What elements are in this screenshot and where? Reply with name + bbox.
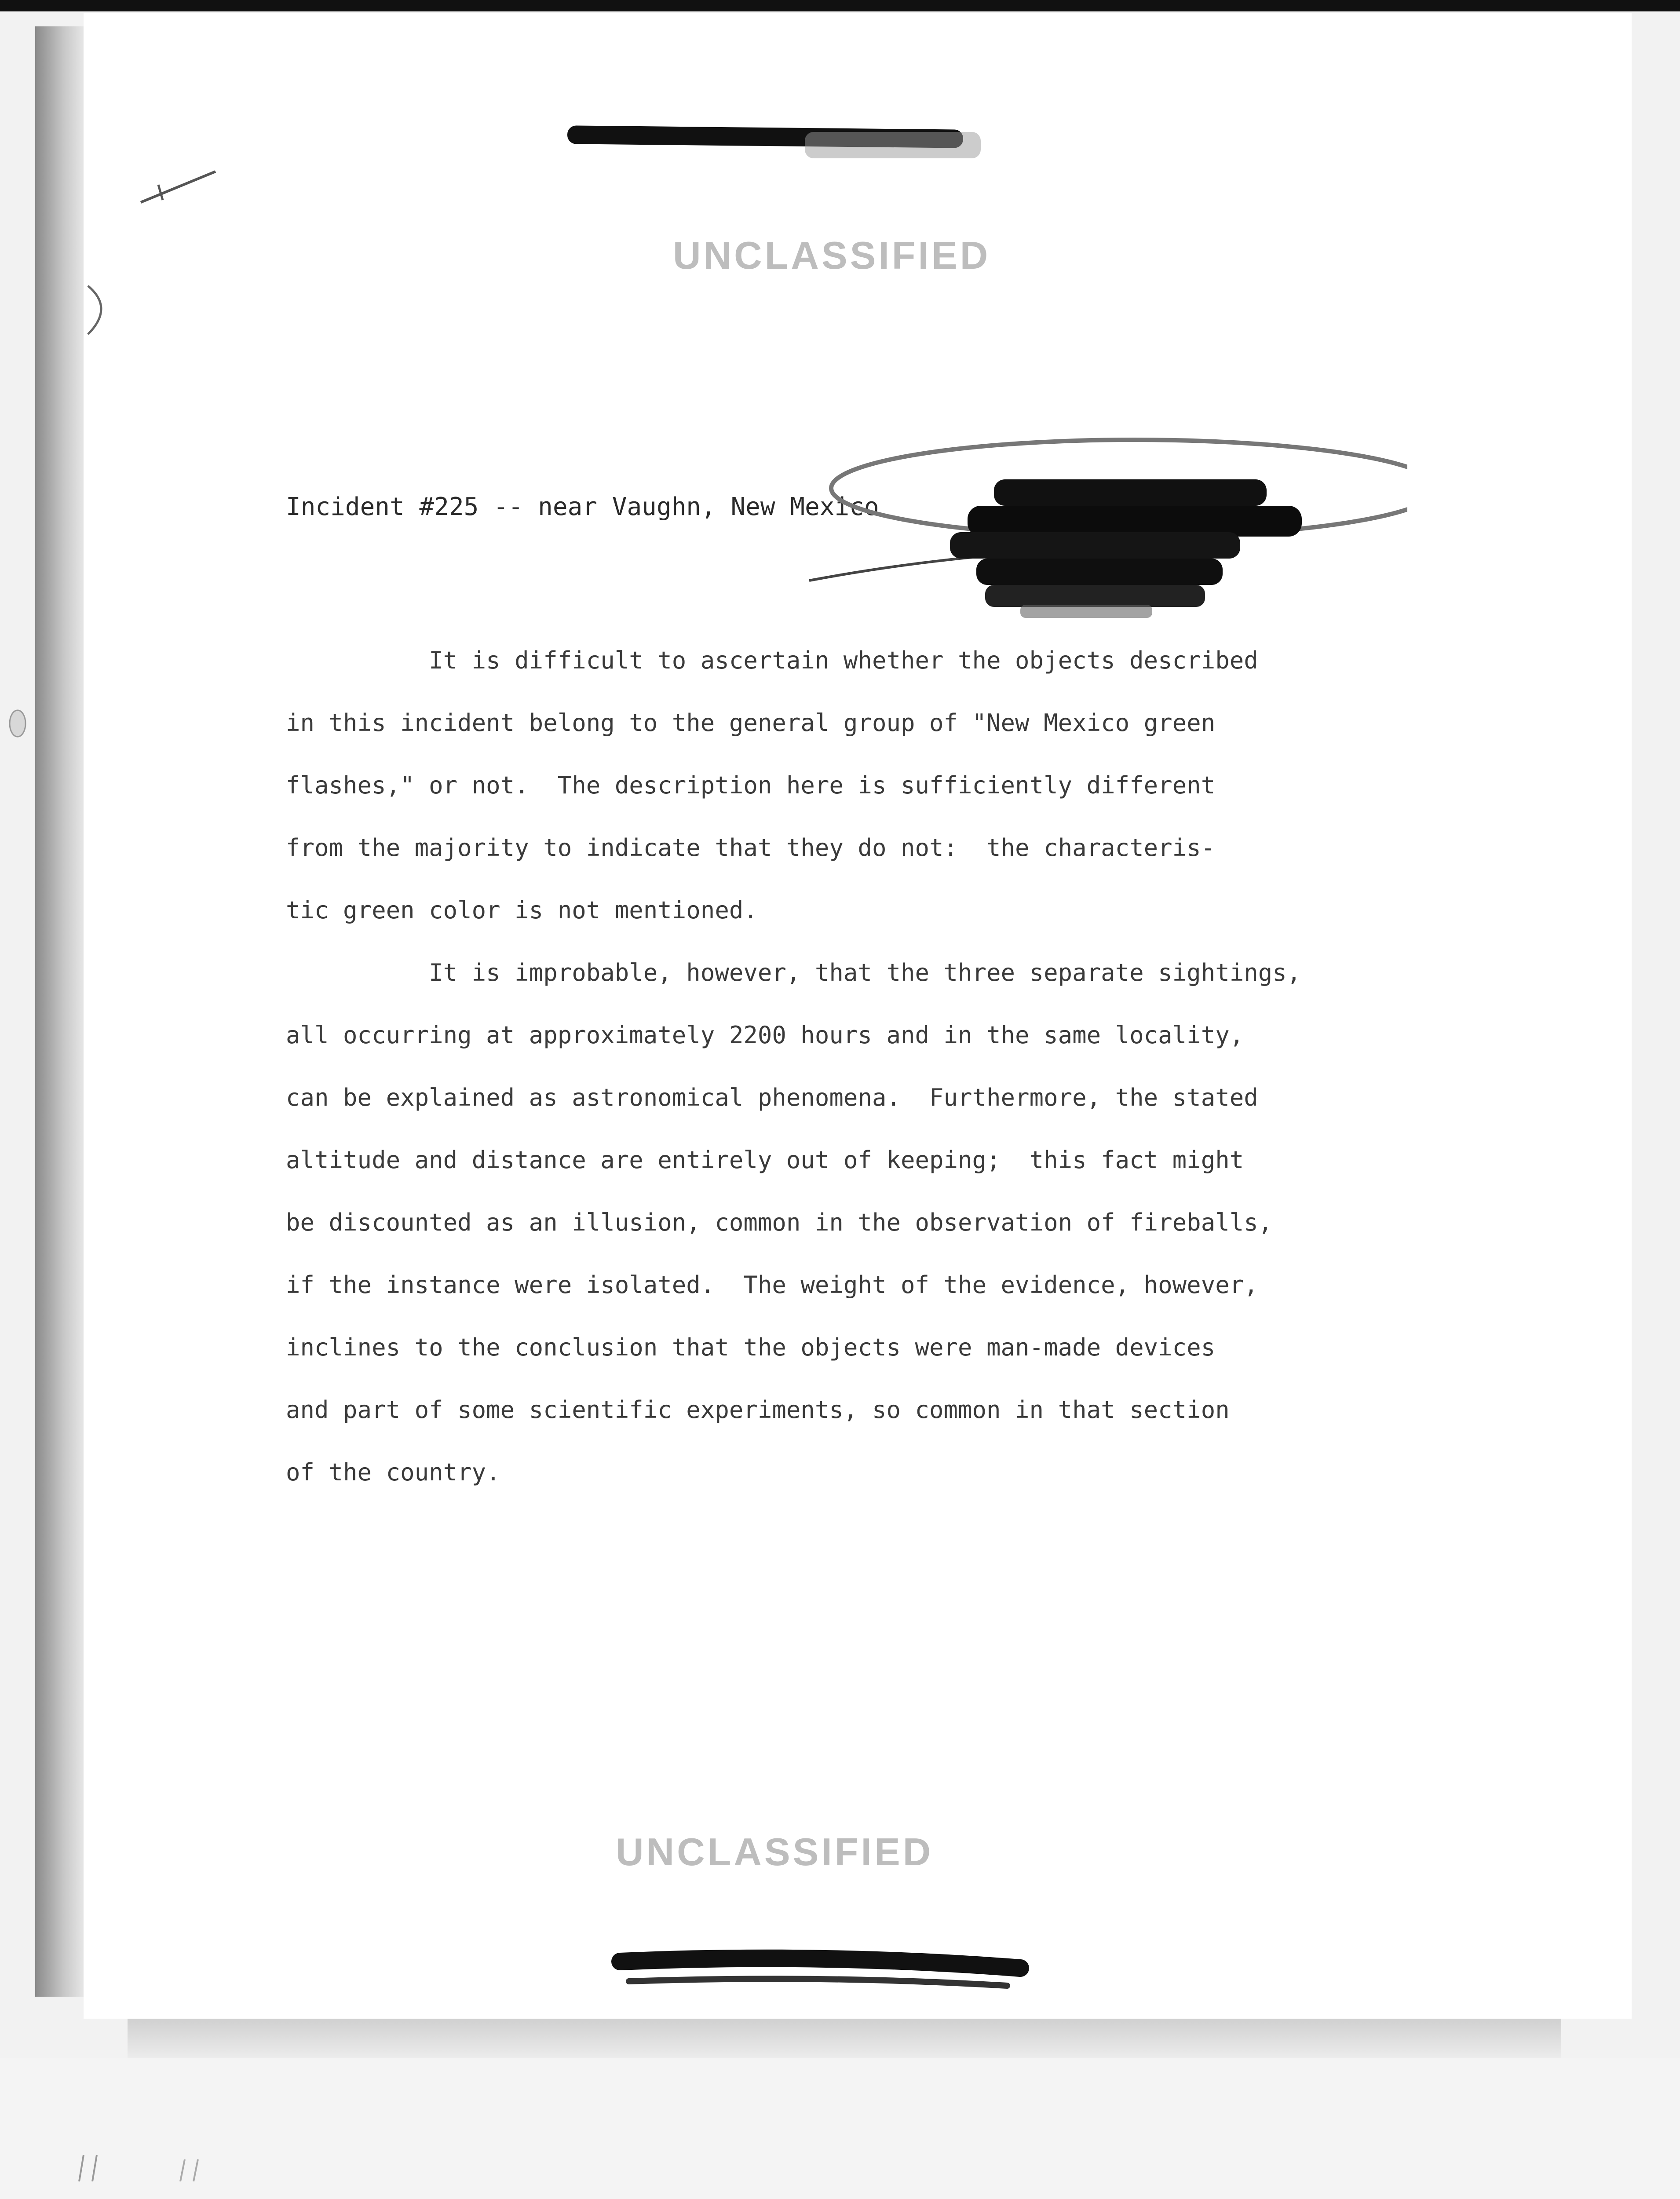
unclassified-stamp-top: UNCLASSIFIED	[673, 234, 991, 277]
paragraph-1-line-1: It is difficult to ascertain whether the objects described	[286, 647, 1258, 674]
paragraph-2-line-4: altitude and distance are entirely out of keeping; this fact might	[286, 1146, 1244, 1174]
paragraph-2-line-2: all occurring at approximately 2200 hours and in the same locality,	[286, 1021, 1244, 1049]
scan-left-shadow	[35, 26, 84, 1997]
document-page	[84, 13, 1632, 2019]
top-redaction-smudge	[805, 132, 981, 158]
incident-heading: Incident #225 -- near Vaughn, New Mexico	[286, 493, 879, 521]
scan-top-edge	[0, 0, 1680, 11]
paragraph-2-line-1: It is improbable, however, that the three separate sightings,	[286, 959, 1301, 986]
paragraph-2-line-7: inclines to the conclusion that the objects were man-made devices	[286, 1333, 1216, 1361]
paragraph-2-line-3: can be explained as astronomical phenomena. Furthermore, the stated	[286, 1084, 1258, 1111]
margin-bracket	[84, 281, 119, 339]
paragraph-1-line-3: flashes," or not. The description here is sufficiently different	[286, 771, 1216, 799]
paragraph-2-line-9: of the country.	[286, 1458, 500, 1486]
scan-bottom-shadow	[128, 2019, 1561, 2058]
underlying-page	[0, 2058, 1680, 2199]
paragraph-2-line-8: and part of some scientific experiments, so common in that section	[286, 1396, 1230, 1424]
paragraph-2-line-6: if the instance were isolated. The weight of the evidence, however,	[286, 1271, 1258, 1299]
paragraph-2-line-5: be discounted as an illusion, common in the observation of fireballs,	[286, 1209, 1273, 1236]
bottom-pencil-marks	[66, 2102, 242, 2190]
bottom-redaction-bar	[611, 1944, 1034, 2001]
margin-ring-hole	[4, 704, 31, 743]
unclassified-stamp-bottom: UNCLASSIFIED	[616, 1830, 934, 1874]
heading-redaction-scribble	[756, 431, 1407, 638]
margin-check-mark	[132, 158, 229, 211]
paragraph-1-line-2: in this incident belong to the general group of "New Mexico green	[286, 709, 1216, 737]
paragraph-1-line-4: from the majority to indicate that they do not: the characteris-	[286, 834, 1216, 862]
paragraph-1-line-5: tic green color is not mentioned.	[286, 896, 758, 924]
